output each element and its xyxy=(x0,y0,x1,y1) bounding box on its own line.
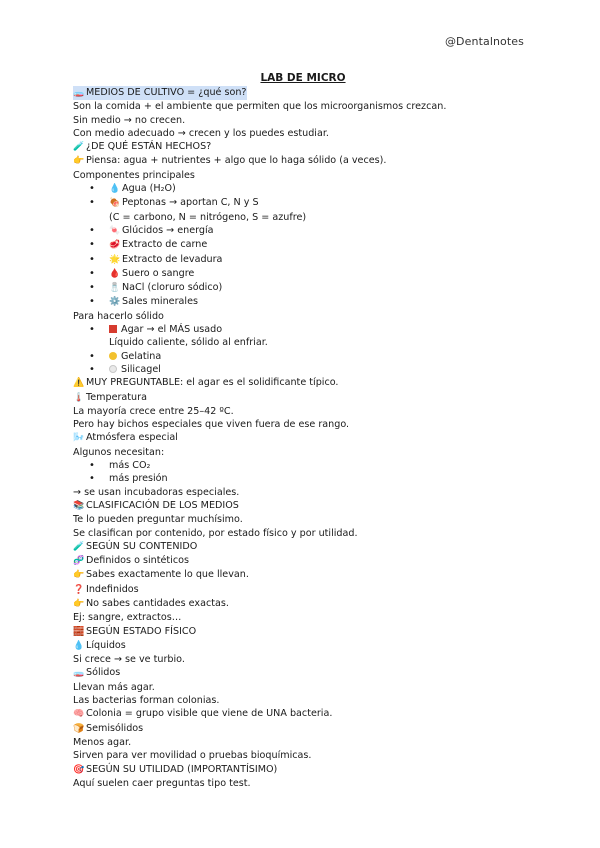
page-title: LAB DE MICRO xyxy=(260,72,346,84)
warning-icon: ⚠️ xyxy=(73,378,85,389)
agar-note: Líquido caliente, sólido al enfriar. xyxy=(109,337,268,349)
text-line: Si crece → se ve turbio. xyxy=(73,654,185,666)
candy-icon: 🍬 xyxy=(109,225,121,236)
text-line: 👉 No sabes cantidades exactas. xyxy=(73,597,533,611)
text-line: Menos agar. xyxy=(73,736,132,748)
petri-dish-icon: 🧫 xyxy=(73,668,85,679)
brain-icon: 🧠 xyxy=(73,709,85,720)
gear-icon: ⚙️ xyxy=(109,297,121,308)
section-heading-content: 🧪 SEGÚN SU CONTENIDO xyxy=(73,540,533,554)
bread-icon: 🍞 xyxy=(73,723,85,734)
bricks-icon: 🧱 xyxy=(73,626,85,637)
list-item: • 🧂 NaCl (cloruro sódico) xyxy=(73,281,533,295)
list-item: • Gelatina xyxy=(73,350,533,363)
question-icon: ❓ xyxy=(73,584,85,595)
components-list-cont xyxy=(73,224,533,310)
pointing-hand-icon: 👉 xyxy=(73,156,85,167)
steak-icon: 🥩 xyxy=(109,240,121,251)
list-item: • Silicagel xyxy=(73,363,533,376)
subheading-undefined: ❓ Indefinidos xyxy=(73,583,533,597)
wind-icon: 🌬️ xyxy=(73,433,85,444)
text-line: Sin medio → no crecen. xyxy=(73,114,186,126)
list-item: • ⚙️ Sales minerales xyxy=(73,295,533,309)
peptonas-note: (C = carbono, N = nitrógeno, S = azufre) xyxy=(109,211,307,223)
text-line: Las bacterias forman colonias. xyxy=(73,695,220,707)
text-line: Son la comida + el ambiente que permiten que los microorganismos crezcan. xyxy=(73,101,447,113)
text-line: Componentes principales xyxy=(73,169,195,181)
text-line: Para hacerlo sólido xyxy=(73,310,164,322)
list-item: • más CO₂ xyxy=(73,459,533,472)
section-heading-physical-state: 🧱 SEGÚN ESTADO FÍSICO xyxy=(73,625,533,639)
pointing-hand-icon: 👉 xyxy=(73,570,85,581)
water-drop-icon: 💧 xyxy=(109,184,121,195)
text-line: Ej: sangre, extractos… xyxy=(73,612,182,624)
text-line: Con medio adecuado → crecen y los puedes estudiar. xyxy=(73,127,329,139)
petri-dish-icon: 🧫 xyxy=(73,88,85,98)
atmosphere-list xyxy=(73,459,533,486)
list-item: • Agar → el MÁS usado xyxy=(73,323,533,336)
text-line: La mayoría crece entre 25–42 ºC. xyxy=(73,405,234,417)
section-heading-temperature: 🌡️ Temperatura xyxy=(73,391,533,405)
components-list xyxy=(73,182,533,211)
pointing-hand-icon: 👉 xyxy=(73,598,85,609)
text-line: → se usan incubadoras especiales. xyxy=(73,486,240,498)
text-line: Se clasifican por contenido, por estado físico y por utilidad. xyxy=(73,527,358,539)
subheading-semisolids: 🍞 Semisólidos xyxy=(73,722,533,736)
document-body xyxy=(73,71,533,790)
section-heading-classification: 📚 CLASIFICACIÓN DE LOS MEDIOS xyxy=(73,499,533,513)
list-item: • más presión xyxy=(73,472,533,485)
text-line: Aquí suelen caer preguntas tipo test. xyxy=(73,777,251,789)
subheading-defined: 🧬 Definidos o sintéticos xyxy=(73,554,533,568)
salt-icon: 🧂 xyxy=(109,283,121,294)
list-item: • 🥩 Extracto de carne xyxy=(73,238,533,252)
subheading-solids: 🧫 Sólidos xyxy=(73,666,533,680)
text-line: Te lo pueden preguntar muchísimo. xyxy=(73,514,243,526)
text-line: Llevan más agar. xyxy=(73,681,155,693)
test-tube-icon: 🧪 xyxy=(73,541,85,552)
red-square-icon xyxy=(109,325,117,333)
section-heading-atmosphere: 🌬️ Atmósfera especial xyxy=(73,431,533,445)
list-item: • 💧 Agua (H₂O) xyxy=(73,182,533,196)
text-line: Pero hay bichos especiales que viven fuera de ese rango. xyxy=(73,419,350,431)
white-circle-icon xyxy=(109,365,117,373)
books-icon: 📚 xyxy=(73,500,85,511)
text-line: 👉 Piensa: agua + nutrientes + algo que lo haga sólido (a veces). xyxy=(73,154,533,168)
target-icon: 🎯 xyxy=(73,764,85,775)
text-line: 👉 Sabes exactamente lo que llevan. xyxy=(73,568,533,582)
sparkle-icon: 🌟 xyxy=(109,254,121,265)
dna-icon: 🧬 xyxy=(73,556,85,567)
section-heading-medios: 🧫 MEDIOS DE CULTIVO = ¿qué son? xyxy=(73,86,533,100)
test-tube-icon: 🧪 xyxy=(73,142,85,153)
text-line: Algunos necesitan: xyxy=(73,446,165,458)
thermometer-icon: 🌡️ xyxy=(73,392,85,403)
text-line: 🧠 Colonia = grupo visible que viene de UNA bacteria. xyxy=(73,707,533,721)
list-item: • 🩸 Suero o sangre xyxy=(73,267,533,281)
water-drop-icon: 💧 xyxy=(73,640,85,651)
section-heading-composition: 🧪 ¿DE QUÉ ESTÁN HECHOS? xyxy=(73,140,533,154)
list-item: • 🍬 Glúcidos → energía xyxy=(73,224,533,238)
list-item: • 🍖 Peptonas → aportan C, N y S xyxy=(73,196,533,210)
list-item: • 🌟 Extracto de levadura xyxy=(73,253,533,267)
warning-line: ⚠️ MUY PREGUNTABLE: el agar es el solidificante típico. xyxy=(73,376,533,390)
solidifiers-list-cont xyxy=(73,350,533,377)
section-heading-utility: 🎯 SEGÚN SU UTILIDAD (IMPORTANTÍSIMO) xyxy=(73,763,533,777)
yellow-circle-icon xyxy=(109,352,117,360)
subheading-liquids: 💧 Líquidos xyxy=(73,639,533,653)
author-handle: @Dentalnotes xyxy=(444,35,524,48)
meat-icon: 🍖 xyxy=(109,198,121,209)
solidifiers-list xyxy=(73,323,533,336)
text-line: Sirven para ver movilidad o pruebas bioquímicas. xyxy=(73,750,312,762)
blood-drop-icon: 🩸 xyxy=(109,268,121,279)
